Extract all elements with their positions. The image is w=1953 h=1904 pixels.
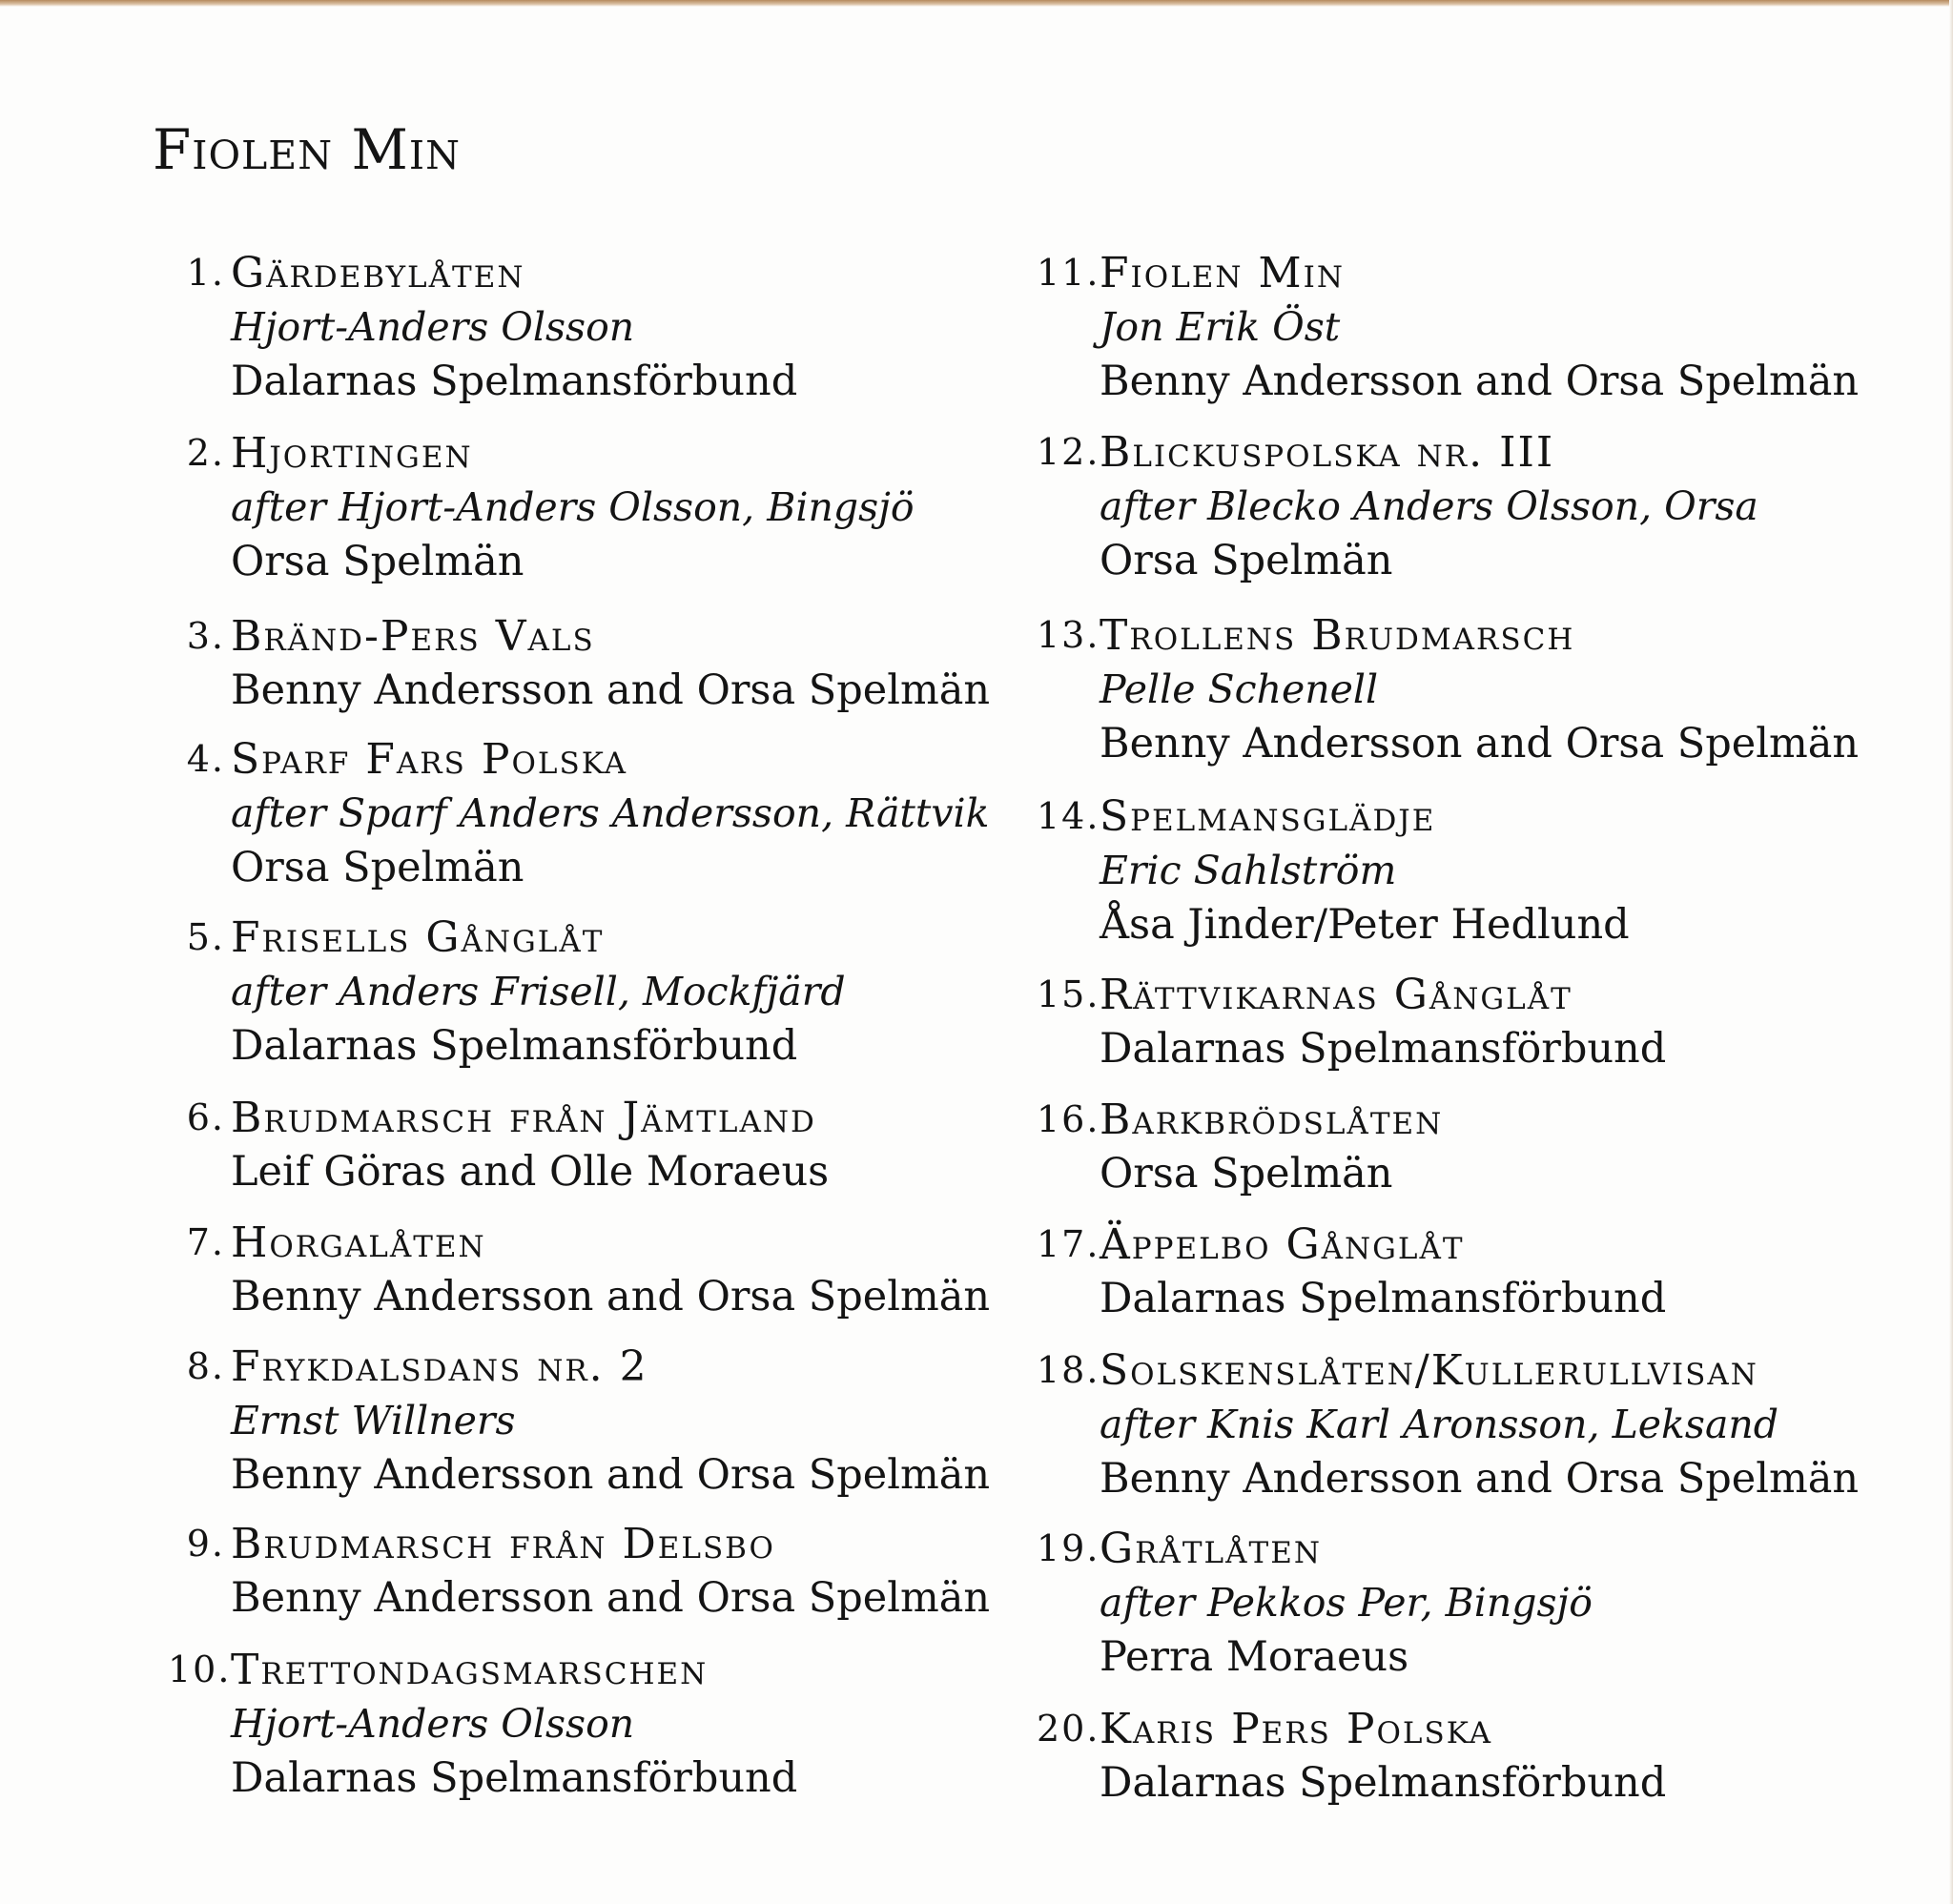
track-title: Rättvikarnas Gånglåt <box>1100 971 1573 1019</box>
track-performer: Orsa Spelmän <box>1100 1150 1393 1198</box>
track-title: Spelmansglädje <box>1100 792 1436 841</box>
track-composer: Ernst Willners <box>231 1398 516 1443</box>
track-heading <box>1037 1522 1828 1576</box>
track-title: Gråtlåten <box>1100 1525 1322 1573</box>
track-item <box>1037 789 1828 952</box>
track-heading <box>168 1216 959 1270</box>
track-title: Trollens Brudmarsch <box>1100 611 1575 660</box>
track-item <box>1037 968 1828 1076</box>
track-heading <box>168 609 959 664</box>
track-number: 2. <box>186 432 225 474</box>
track-performer: Orsa Spelmän <box>231 538 524 585</box>
track-heading <box>168 1340 959 1394</box>
track-number: 17. <box>1037 1223 1100 1265</box>
track-performer: Benny Andersson and Orsa Spelmän <box>231 1574 991 1622</box>
track-heading <box>1037 246 1828 300</box>
track-title: Gärdebylåten <box>231 249 525 297</box>
track-number: 5. <box>186 916 225 958</box>
track-heading <box>1037 425 1828 480</box>
track-number: 14. <box>1037 795 1100 837</box>
track-item <box>168 732 990 895</box>
page-right-edge <box>1949 0 1953 1904</box>
track-item <box>168 1643 959 1806</box>
track-heading <box>168 246 959 300</box>
track-title: Frisells Gånglåt <box>231 913 605 962</box>
track-title: Fiolen Min <box>1100 249 1345 297</box>
track-composer: after Pekkos Per, Bingsjö <box>1100 1580 1593 1626</box>
track-heading <box>1037 608 1828 663</box>
track-performer: Orsa Spelmän <box>231 844 524 891</box>
track-title: Solskenslåten/Kullerullvisan <box>1100 1346 1758 1395</box>
track-number: 6. <box>186 1096 225 1138</box>
track-title: Trettondagsmarschen <box>231 1646 709 1694</box>
album-title: Fiolen Min <box>153 117 461 182</box>
track-number: 16. <box>1037 1098 1100 1140</box>
track-title: Frykdalsdans nr. 2 <box>231 1342 648 1391</box>
track-item <box>1037 425 1828 588</box>
track-title: Karis Pers Polska <box>1100 1705 1492 1753</box>
track-title: Barkbrödslåten <box>1100 1095 1444 1144</box>
track-item <box>168 1216 991 1324</box>
track-performer: Dalarnas Spelmansförbund <box>1100 1275 1667 1322</box>
track-performer: Benny Andersson and Orsa Spelmän <box>1100 358 1860 405</box>
track-number: 8. <box>186 1345 225 1387</box>
track-number: 1. <box>186 252 225 294</box>
track-item <box>168 426 959 589</box>
track-performer: Dalarnas Spelmansförbund <box>231 1754 798 1802</box>
track-item <box>1037 246 1860 409</box>
track-heading <box>168 426 959 481</box>
track-heading <box>168 1517 959 1571</box>
track-item <box>1037 1218 1828 1326</box>
track-performer: Dalarnas Spelmansförbund <box>231 1022 798 1070</box>
track-composer: after Sparf Anders Andersson, Rättvik <box>231 790 990 836</box>
track-number: 11. <box>1037 252 1100 294</box>
track-performer: Benny Andersson and Orsa Spelmän <box>1100 720 1860 768</box>
track-item <box>1037 1522 1828 1685</box>
track-heading <box>1037 1343 1828 1398</box>
track-performer: Leif Göras and Olle Moraeus <box>231 1148 830 1196</box>
track-performer: Perra Moraeus <box>1100 1633 1409 1681</box>
track-composer: Jon Erik Öst <box>1100 304 1341 350</box>
track-performer: Dalarnas Spelmansförbund <box>231 358 798 405</box>
track-composer: Hjort-Anders Olsson <box>231 304 635 350</box>
track-composer: after Blecko Anders Olsson, Orsa <box>1100 483 1758 529</box>
track-number: 13. <box>1037 614 1100 656</box>
track-composer: Pelle Schenell <box>1100 666 1379 712</box>
page-top-edge <box>0 0 1953 7</box>
track-item <box>168 1091 959 1199</box>
track-performer: Åsa Jinder/Peter Hedlund <box>1100 901 1630 949</box>
track-heading <box>1037 968 1828 1022</box>
track-item <box>1037 1343 1860 1506</box>
track-composer: after Anders Frisell, Mockfjärd <box>231 969 846 1014</box>
track-title: Äppelbo Gånglåt <box>1100 1220 1465 1269</box>
track-number: 18. <box>1037 1349 1100 1391</box>
track-title: Horgalåten <box>231 1218 486 1267</box>
track-number: 19. <box>1037 1527 1100 1569</box>
track-title: Brudmarsch från Jämtland <box>231 1094 816 1142</box>
track-performer: Dalarnas Spelmansförbund <box>1100 1759 1667 1807</box>
track-number: 4. <box>186 738 225 780</box>
track-heading <box>1037 789 1828 844</box>
track-number: 12. <box>1037 431 1100 473</box>
track-performer: Benny Andersson and Orsa Spelmän <box>231 1451 991 1499</box>
track-heading <box>1037 1218 1828 1272</box>
track-performer: Orsa Spelmän <box>1100 537 1393 584</box>
track-title: Sparf Fars Polska <box>231 735 627 784</box>
track-composer: Eric Sahlström <box>1100 848 1397 893</box>
track-composer: after Hjort-Anders Olsson, Bingsjö <box>231 484 915 530</box>
track-composer: Hjort-Anders Olsson <box>231 1701 635 1747</box>
track-item <box>1037 1702 1828 1811</box>
track-heading <box>168 1091 959 1145</box>
track-composer: after Knis Karl Aronsson, Leksand <box>1100 1402 1779 1447</box>
track-heading <box>168 732 959 787</box>
track-item <box>168 609 991 718</box>
track-title: Brudmarsch från Delsbo <box>231 1520 775 1568</box>
track-heading <box>168 911 959 965</box>
track-title: Blickuspolska nr. III <box>1100 428 1555 477</box>
track-performer: Dalarnas Spelmansförbund <box>1100 1025 1667 1073</box>
track-item <box>168 1340 991 1503</box>
track-item <box>1037 608 1860 771</box>
track-performer: Benny Andersson and Orsa Spelmän <box>231 666 991 714</box>
track-title: Hjortingen <box>231 429 473 478</box>
track-title: Bränd-Pers Vals <box>231 612 595 661</box>
track-heading <box>168 1643 959 1697</box>
track-item <box>168 911 959 1074</box>
track-number: 10. <box>168 1648 232 1690</box>
track-heading <box>1037 1702 1828 1756</box>
track-performer: Benny Andersson and Orsa Spelmän <box>231 1273 991 1321</box>
track-number: 7. <box>186 1221 225 1263</box>
track-heading <box>1037 1093 1828 1147</box>
track-item <box>1037 1093 1828 1201</box>
track-number: 3. <box>186 615 225 657</box>
track-number: 15. <box>1037 973 1100 1015</box>
track-number: 20. <box>1037 1708 1100 1750</box>
track-performer: Benny Andersson and Orsa Spelmän <box>1100 1455 1860 1503</box>
track-number: 9. <box>186 1523 225 1565</box>
track-item <box>168 246 959 409</box>
track-item <box>168 1517 991 1626</box>
